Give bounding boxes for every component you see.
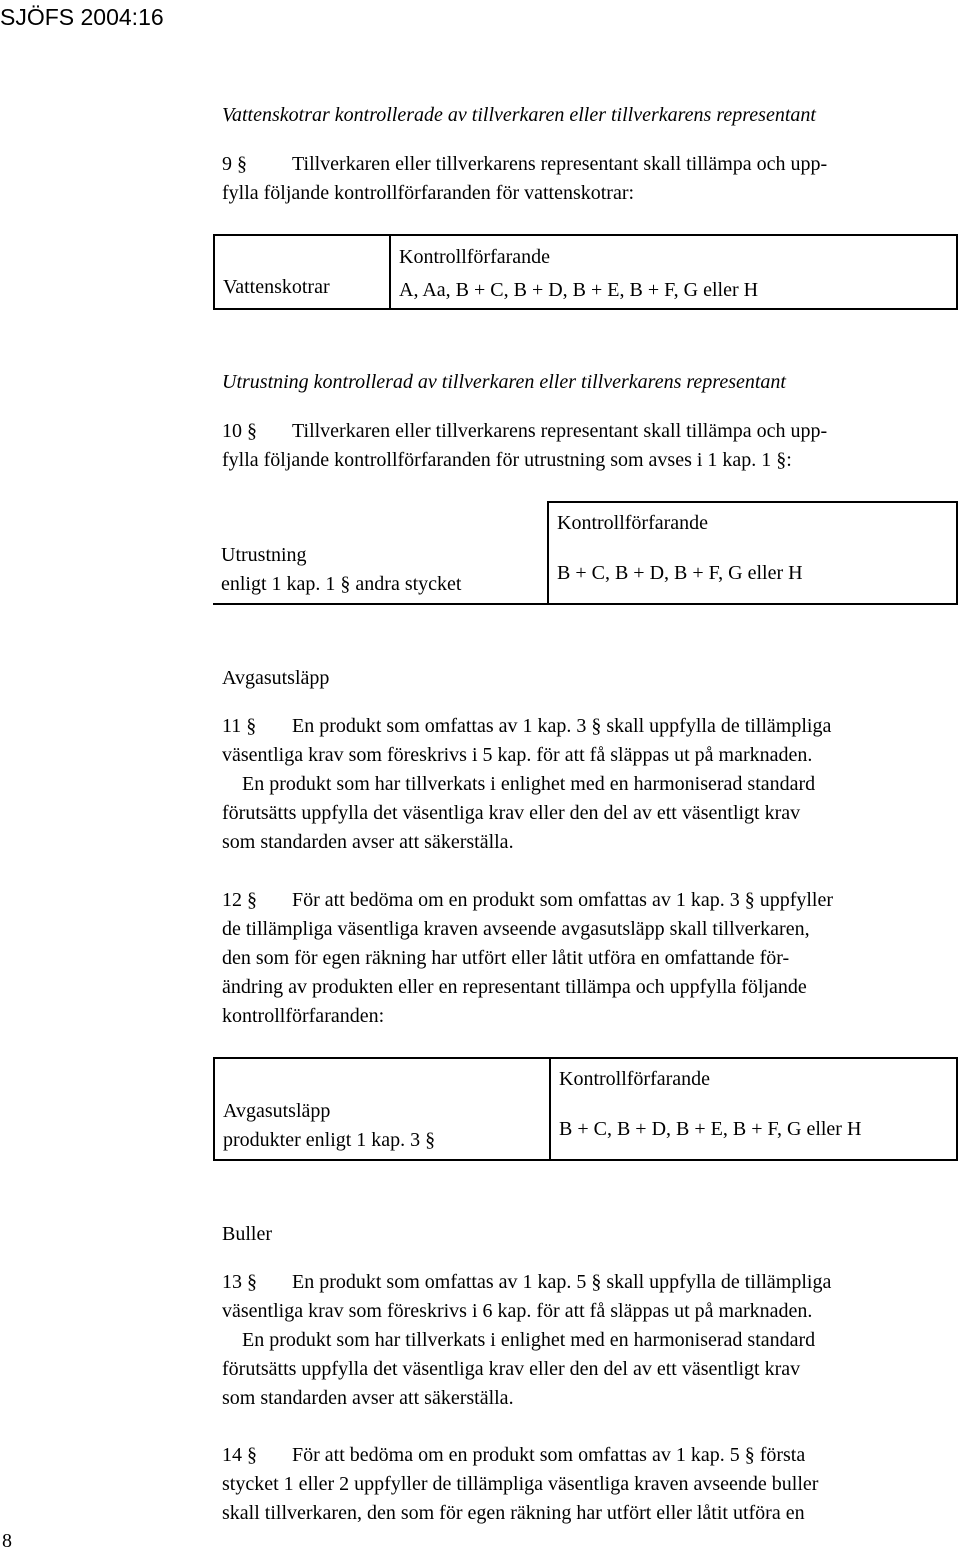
paragraph-9 xyxy=(222,150,948,208)
paragraph-text: den som för egen räkning har utfört eller låtit utföra en omfattande för- xyxy=(222,947,790,969)
table-left-label xyxy=(214,1058,550,1160)
table-left-label-line2: enligt 1 kap. 1 § andra stycket xyxy=(221,573,462,595)
paragraph-text: fylla följande kontrollförfaranden för utrustning som avses i 1 kap. 1 §: xyxy=(222,449,792,471)
paragraph-text: En produkt som har tillverkats i enlighet med en harmoniserad standard xyxy=(242,773,816,795)
paragraph-12 xyxy=(222,886,948,1031)
paragraph-text: ändring av produkten eller en representant tillämpa och uppfylla följande xyxy=(222,976,807,998)
heading-avgasutslapp: Avgasutsläpp xyxy=(222,667,330,689)
paragraph-text: förutsätts uppfylla det väsentliga krav eller den del av ett väsentligt krav xyxy=(222,1358,801,1380)
paragraph-text: Tillverkaren eller tillverkarens representant skall tillämpa och upp- xyxy=(292,153,828,175)
table-header: Kontrollförfarande xyxy=(390,235,957,272)
paragraph-text: som standarden avser att säkerställa. xyxy=(222,1387,514,1409)
paragraph-text: kontrollförfaranden: xyxy=(222,1005,385,1027)
table-value: B + C, B + D, B + E, B + F, G eller H xyxy=(550,1100,957,1160)
paragraph-number: 12 § xyxy=(222,889,257,911)
table-value: B + C, B + D, B + F, G eller H xyxy=(548,544,957,604)
paragraph-text: En produkt som omfattas av 1 kap. 5 § skall uppfylla de tillämpliga xyxy=(292,1271,832,1293)
paragraph-text: de tillämpliga väsentliga kraven avseende avgasutsläpp skall tillverkaren, xyxy=(222,918,810,940)
control-table-utrustning xyxy=(213,501,958,605)
paragraph-text: skall tillverkaren, den som för egen räkning har utfört eller låtit utföra en xyxy=(222,1502,805,1524)
paragraph-text: Tillverkaren eller tillverkarens representant skall tillämpa och upp- xyxy=(292,420,828,442)
table-value: A, Aa, B + C, B + D, B + E, B + F, G eller H xyxy=(390,272,957,309)
control-table-vattenskotrar xyxy=(213,234,958,310)
page-number: 8 xyxy=(2,1530,12,1552)
paragraph-13 xyxy=(222,1268,948,1413)
table-left-label: Vattenskotrar xyxy=(214,235,390,309)
control-table-avgasutslapp xyxy=(213,1057,958,1161)
paragraph-text: För att bedöma om en produkt som omfattas av 1 kap. 3 § uppfyller xyxy=(292,889,834,911)
page-header: SJÖFS 2004:16 xyxy=(0,4,164,30)
subheading-utrustning: Utrustning kontrollerad av tillverkaren eller tillverkarens representant xyxy=(222,371,786,393)
paragraph-number: 10 § xyxy=(222,420,257,442)
paragraph-text: En produkt som omfattas av 1 kap. 3 § skall uppfylla de tillämpliga xyxy=(292,715,832,737)
paragraph-number: 14 § xyxy=(222,1444,257,1466)
paragraph-text: stycket 1 eller 2 uppfyller de tillämpliga väsentliga kraven avseende buller xyxy=(222,1473,819,1495)
table-left-label-line1: Avgasutsläpp xyxy=(223,1100,331,1122)
table-header: Kontrollförfarande xyxy=(548,502,957,544)
paragraph-number: 9 § xyxy=(222,153,247,175)
paragraph-number: 11 § xyxy=(222,715,257,737)
subheading-vattenskotrar: Vattenskotrar kontrollerade av tillverkaren eller tillverkarens representant xyxy=(222,104,816,126)
paragraph-text: För att bedöma om en produkt som omfattas av 1 kap. 5 § första xyxy=(292,1444,806,1466)
paragraph-text: väsentliga krav som föreskrivs i 5 kap. för att få släppas ut på marknaden. xyxy=(222,744,813,766)
paragraph-text: En produkt som har tillverkats i enlighet med en harmoniserad standard xyxy=(242,1329,816,1351)
paragraph-number: 13 § xyxy=(222,1271,257,1293)
table-left-label-line2: produkter enligt 1 kap. 3 § xyxy=(223,1129,436,1151)
table-left-label-line1: Utrustning xyxy=(221,544,307,566)
paragraph-text: väsentliga krav som föreskrivs i 6 kap. för att få släppas ut på marknaden. xyxy=(222,1300,813,1322)
paragraph-10 xyxy=(222,417,948,475)
paragraph-14 xyxy=(222,1441,948,1528)
paragraph-text: som standarden avser att säkerställa. xyxy=(222,831,514,853)
heading-buller: Buller xyxy=(222,1223,272,1245)
table-left-label xyxy=(213,502,548,604)
paragraph-text: förutsätts uppfylla det väsentliga krav eller den del av ett väsentligt krav xyxy=(222,802,801,824)
paragraph-11 xyxy=(222,712,948,857)
table-header: Kontrollförfarande xyxy=(550,1058,957,1100)
paragraph-text: fylla följande kontrollförfaranden för vattenskotrar: xyxy=(222,182,635,204)
